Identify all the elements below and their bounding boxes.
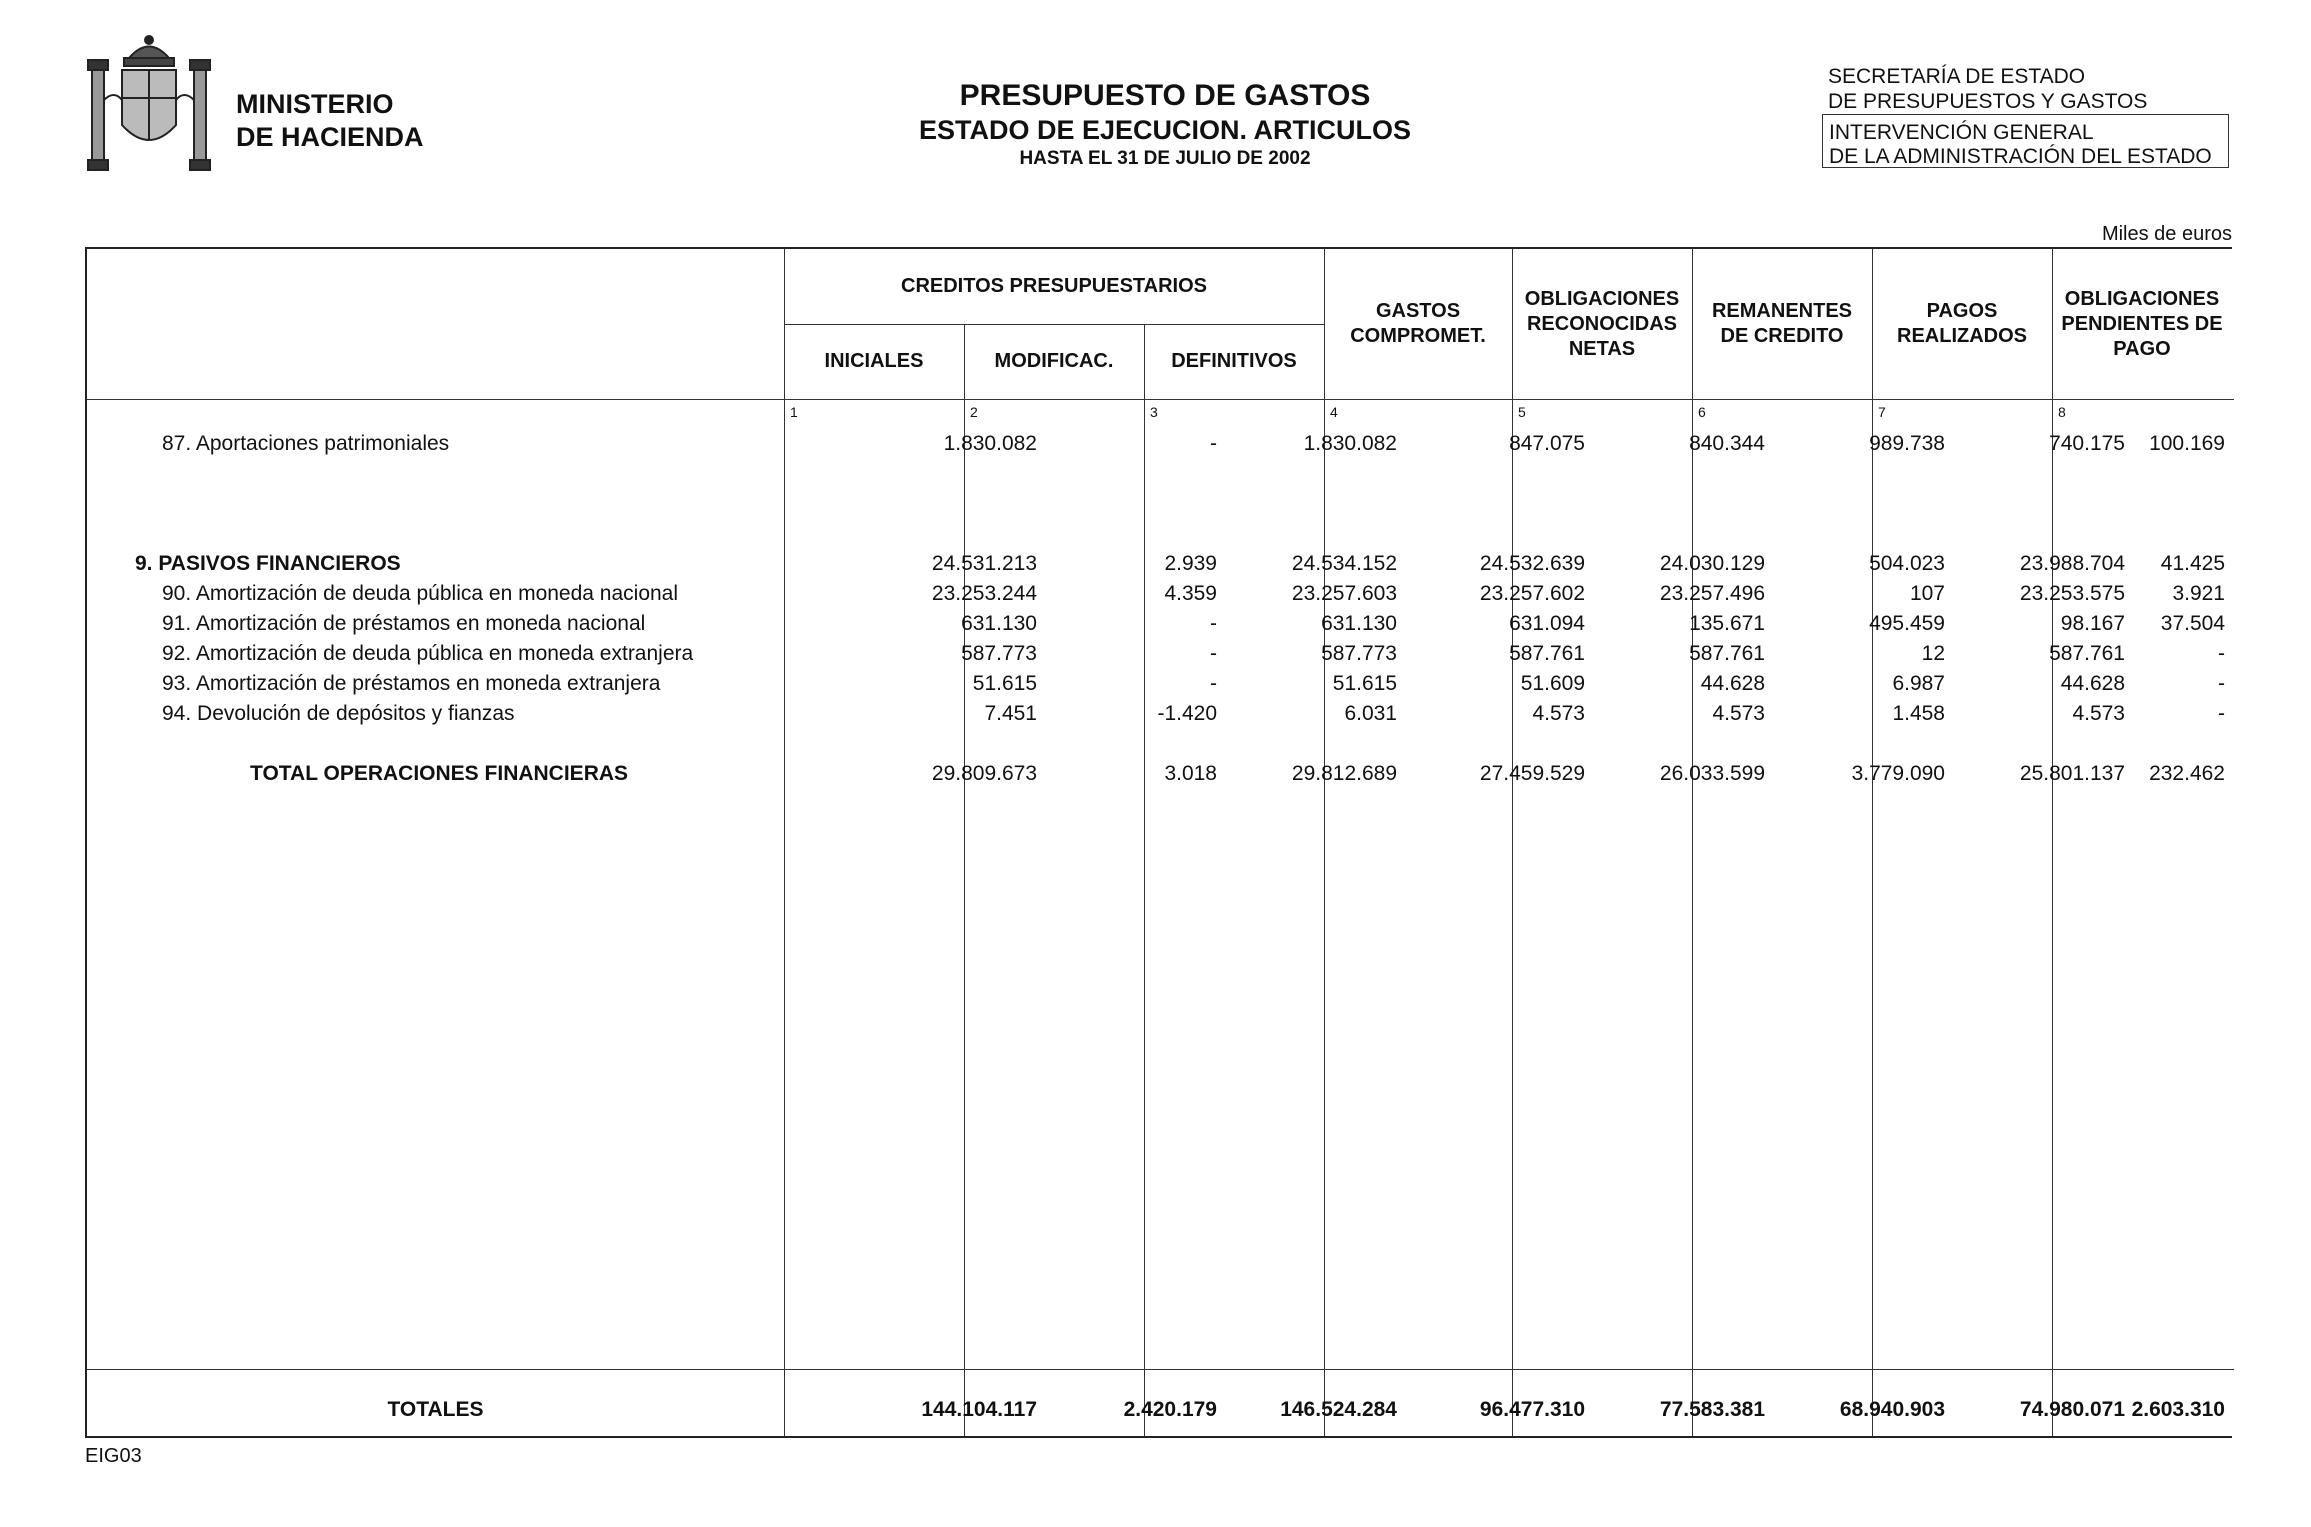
column-divider — [784, 249, 785, 1436]
cell-definitivos: 587.773 — [1321, 642, 1397, 665]
column-number: 5 — [1518, 404, 1526, 420]
table-row — [87, 669, 2234, 699]
total-obligaciones: 77.583.381 — [1659, 1398, 1765, 1421]
total-pagos: 74.980.071 — [2019, 1398, 2125, 1421]
column-divider — [1144, 324, 1145, 1436]
cell-obligaciones: 26.033.599 — [1659, 762, 1765, 785]
table-row — [87, 549, 2234, 579]
cell-pendientes: - — [2218, 672, 2225, 695]
form-code: EIG03 — [85, 1445, 142, 1467]
header-pend-line-3: PAGO — [2113, 337, 2171, 360]
table-row — [87, 609, 2234, 639]
column-number: 4 — [1330, 404, 1338, 420]
secretaria-block — [1828, 64, 2147, 114]
header-obligaciones-pendientes — [2052, 249, 2232, 399]
cell-pagos: 23.988.704 — [2019, 552, 2125, 575]
coat-of-arms-logo — [84, 30, 214, 180]
header-pagos-line-2: REALIZADOS — [1897, 325, 2027, 347]
cell-gastos: 24.532.639 — [1479, 552, 1585, 575]
cell-modificac: - — [1210, 432, 1217, 455]
cell-gastos: 23.257.602 — [1479, 582, 1585, 605]
intervencion-line-2: DE LA ADMINISTRACIÓN DEL ESTADO — [1829, 145, 2212, 168]
header-rem-line-1: REMANENTES — [1711, 300, 1852, 322]
cell-remanentes: 107 — [1909, 582, 1945, 605]
table-row — [87, 579, 2234, 609]
header-gastos-line-2: COMPROMET. — [1350, 325, 1486, 347]
cell-modificac: -1.420 — [1157, 702, 1217, 725]
cell-gastos: 847.075 — [1509, 432, 1585, 455]
header-creditos-presupuestarios: CREDITOS PRESUPUESTARIOS — [901, 275, 1207, 297]
cell-iniciales: 23.253.244 — [931, 582, 1037, 605]
column-number: 2 — [970, 404, 978, 420]
column-number: 3 — [1150, 404, 1158, 420]
total-pendientes: 2.603.310 — [2131, 1398, 2225, 1421]
cell-iniciales: 631.130 — [961, 612, 1037, 635]
column-number: 1 — [790, 404, 798, 420]
cell-modificac: 3.018 — [1164, 762, 1217, 785]
header-definitivos: DEFINITIVOS — [1171, 350, 1297, 372]
row-label: 9. PASIVOS FINANCIEROS — [135, 552, 401, 575]
column-number: 7 — [1878, 404, 1886, 420]
row-label: 94. Devolución de depósitos y fianzas — [162, 702, 515, 725]
totals-row — [87, 1382, 2234, 1438]
table-row — [87, 429, 2234, 459]
cell-obligaciones: 24.030.129 — [1659, 552, 1765, 575]
row-label: 92. Amortización de deuda pública en moneda extranjera — [162, 642, 694, 665]
cell-pendientes: 41.425 — [2160, 552, 2225, 575]
total-remanentes: 68.940.903 — [1839, 1398, 1945, 1421]
total-definitivos: 146.524.284 — [1280, 1398, 1397, 1421]
cell-gastos: 587.761 — [1509, 642, 1585, 665]
units-label: Miles de euros — [2101, 223, 2232, 245]
cell-obligaciones: 135.671 — [1689, 612, 1765, 635]
cell-modificac: - — [1210, 672, 1217, 695]
ministry-line-1: MINISTERIO — [236, 89, 394, 119]
totals-divider — [87, 1369, 2234, 1370]
cell-remanentes: 1.458 — [1892, 702, 1945, 725]
cell-obligaciones: 23.257.496 — [1659, 582, 1765, 605]
header-pend-line-2: PENDIENTES DE — [2061, 312, 2223, 335]
table-row — [87, 699, 2234, 729]
row-label: 91. Amortización de préstamos en moneda nacional — [162, 612, 646, 635]
cell-obligaciones: 587.761 — [1689, 642, 1765, 665]
cell-definitivos: 51.615 — [1332, 672, 1397, 695]
header-oblig-line-1: OBLIGACIONES — [1524, 287, 1680, 310]
cell-obligaciones: 4.573 — [1712, 702, 1765, 725]
secretaria-line-1: SECRETARÍA DE ESTADO — [1828, 65, 2086, 88]
column-number: 8 — [2058, 404, 2066, 420]
column-divider — [1692, 249, 1693, 1436]
ministry-name — [236, 88, 424, 154]
cell-iniciales: 24.531.213 — [931, 552, 1037, 575]
cell-modificac: 4.359 — [1164, 582, 1217, 605]
cell-pendientes: - — [2218, 642, 2225, 665]
total-iniciales: 144.104.117 — [921, 1398, 1037, 1421]
header-pagos-line-1: PAGOS — [1926, 300, 1998, 322]
header-gastos-compromet — [1324, 249, 1512, 399]
cell-pendientes: 232.462 — [2149, 762, 2225, 785]
cell-modificac: - — [1210, 612, 1217, 635]
cell-definitivos: 6.031 — [1344, 702, 1397, 725]
column-divider — [964, 324, 965, 1436]
header-pend-line-1: OBLIGACIONES — [2064, 287, 2220, 310]
column-divider — [1324, 249, 1325, 1436]
header-oblig-line-3: NETAS — [1568, 337, 1636, 360]
cell-iniciales: 51.615 — [972, 672, 1037, 695]
column-number: 6 — [1698, 404, 1706, 420]
cell-obligaciones: 44.628 — [1700, 672, 1765, 695]
cell-pendientes: 3.921 — [2172, 582, 2225, 605]
cell-pagos: 23.253.575 — [2019, 582, 2125, 605]
cell-definitivos: 24.534.152 — [1291, 552, 1397, 575]
cell-remanentes: 12 — [1921, 642, 1945, 665]
cell-modificac: 2.939 — [1164, 552, 1217, 575]
cell-definitivos: 29.812.689 — [1291, 762, 1397, 785]
cell-remanentes: 989.738 — [1869, 432, 1945, 455]
cell-modificac: - — [1210, 642, 1217, 665]
cell-iniciales: 7.451 — [984, 702, 1037, 725]
date-line: HASTA EL 31 DE JULIO DE 2002 — [1019, 148, 1311, 169]
cell-gastos: 27.459.529 — [1479, 762, 1585, 785]
column-divider — [1872, 249, 1873, 1436]
row-label: 93. Amortización de préstamos en moneda extranjera — [162, 672, 661, 695]
row-label: 90. Amortización de deuda pública en moneda nacional — [162, 582, 679, 605]
cell-pagos: 98.167 — [2060, 612, 2125, 635]
cell-definitivos: 1.830.082 — [1303, 432, 1397, 455]
cell-gastos: 51.609 — [1520, 672, 1585, 695]
cell-pendientes: 37.504 — [2160, 612, 2225, 635]
cell-pagos: 4.573 — [2072, 702, 2125, 725]
column-divider — [2052, 249, 2053, 1436]
cell-definitivos: 631.130 — [1321, 612, 1397, 635]
header-gastos-line-1: GASTOS — [1375, 300, 1461, 322]
table-row — [87, 639, 2234, 669]
totals-label: TOTALES — [387, 1398, 484, 1421]
cell-pendientes: - — [2218, 702, 2225, 725]
cell-pagos: 740.175 — [2049, 432, 2125, 455]
cell-remanentes: 3.779.090 — [1851, 762, 1945, 785]
row-label: 87. Aportaciones patrimoniales — [162, 432, 450, 455]
ministry-line-2: DE HACIENDA — [236, 122, 424, 152]
header-oblig-line-2: RECONOCIDAS — [1526, 312, 1677, 335]
header-bottom-divider — [87, 399, 2234, 400]
cell-iniciales: 29.809.673 — [931, 762, 1037, 785]
cell-pagos: 25.801.137 — [2019, 762, 2125, 785]
cell-iniciales: 587.773 — [961, 642, 1037, 665]
cell-remanentes: 504.023 — [1869, 552, 1945, 575]
header-remanentes — [1692, 249, 1872, 399]
cell-pagos: 44.628 — [2060, 672, 2125, 695]
cell-pendientes: 100.169 — [2149, 432, 2225, 455]
total-modificac: 2.420.179 — [1123, 1398, 1217, 1421]
cell-pagos: 587.761 — [2049, 642, 2125, 665]
budget-table — [85, 247, 2232, 1438]
cell-gastos: 631.094 — [1509, 612, 1585, 635]
report-titles — [800, 78, 1530, 172]
secretaria-line-2: DE PRESUPUESTOS Y GASTOS — [1828, 90, 2148, 113]
column-divider — [1512, 249, 1513, 1436]
cell-obligaciones: 840.344 — [1689, 432, 1765, 455]
cell-iniciales: 1.830.082 — [943, 432, 1037, 455]
cell-gastos: 4.573 — [1532, 702, 1585, 725]
total-gastos: 96.477.310 — [1479, 1398, 1585, 1421]
cell-definitivos: 23.257.603 — [1291, 582, 1397, 605]
header-modificac: MODIFICAC. — [994, 350, 1114, 372]
header-rem-line-2: DE CREDITO — [1720, 325, 1844, 347]
page-title: PRESUPUESTO DE GASTOS — [959, 79, 1371, 112]
page-subtitle: ESTADO DE EJECUCION. ARTICULOS — [918, 115, 1412, 145]
intervencion-line-1: INTERVENCIÓN GENERAL — [1829, 121, 2094, 144]
header-iniciales: INICIALES — [824, 350, 924, 372]
table-row-subtotal — [87, 759, 2234, 789]
header-obligaciones-reconocidas — [1512, 249, 1692, 399]
row-label: TOTAL OPERACIONES FINANCIERAS — [250, 762, 629, 785]
intervencion-box — [1822, 114, 2229, 168]
cell-remanentes: 6.987 — [1892, 672, 1945, 695]
header-pagos-realizados — [1872, 249, 2052, 399]
cell-remanentes: 495.459 — [1869, 612, 1945, 635]
